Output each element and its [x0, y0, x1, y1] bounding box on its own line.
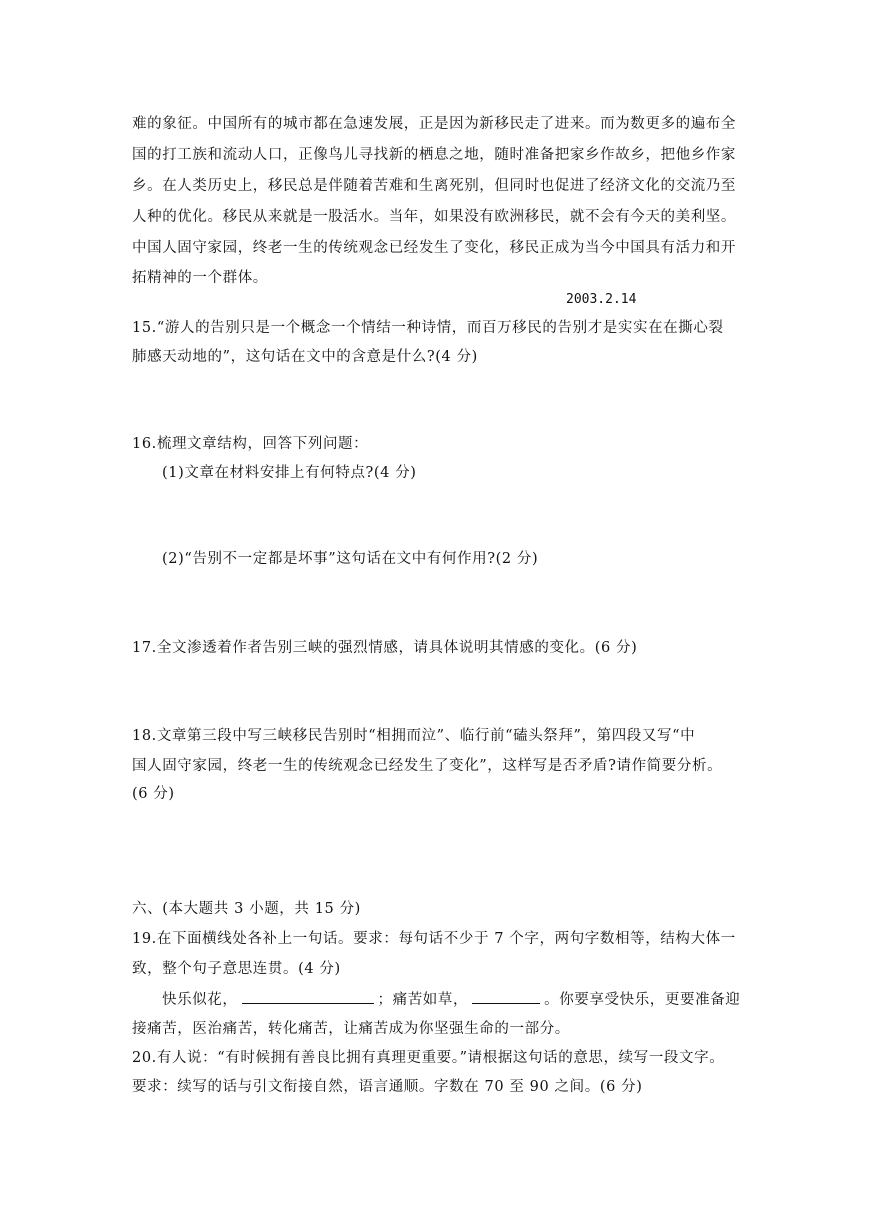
section-6-heading: 六、(本大题共 3 小题，共 15 分)	[132, 901, 361, 917]
question-19-sentence	[162, 989, 772, 1010]
question-18-line: (6 分)	[132, 786, 175, 802]
question-18-line: 18.文章第三段中写三峡移民告别时“相拥而泣”、临行前“磕头祭拜”，第四段又写“中	[132, 728, 696, 744]
question-19-continuation: 接痛苦，医治痛苦，转化痛苦，让痛苦成为你坚强生命的一部分。	[132, 1021, 570, 1037]
question-16: 16.梳理文章结构，回答下列问题：	[132, 436, 369, 452]
question-16-2: (2)“告别不一定都是坏事”这句话在文中有何作用?(2 分)	[162, 551, 539, 567]
sentence-part-3: 。你要享受快乐，更要准备迎	[544, 992, 741, 1008]
sentence-part-1: 快乐似花，	[162, 992, 238, 1008]
passage-line: 拓精神的一个群体。	[132, 270, 268, 286]
question-19-line: 致，整个句子意思连贯。(4 分)	[132, 961, 341, 977]
question-17: 17.全文渗透着作者告别三峡的强烈情感，请具体说明其情感的变化。(6 分)	[132, 640, 638, 656]
question-18-line: 国人固守家园，终老一生的传统观念已经发生了变化”，这样写是否矛盾?请作简要分析。	[132, 758, 723, 774]
answer-blank-2[interactable]	[472, 989, 540, 1004]
question-15-line: 15.“游人的告别只是一个概念一个情结一种诗情，而百万移民的告别才是实实在在撕心裂	[132, 320, 724, 336]
passage-line: 乡。在人类历史上，移民总是伴随着苦难和生离死别，但同时也促进了经济文化的交流乃至	[132, 178, 736, 194]
question-16-1: (1)文章在材料安排上有何特点?(4 分)	[162, 465, 417, 481]
sentence-part-2: ；痛苦如草，	[377, 992, 469, 1008]
answer-blank-1[interactable]	[242, 989, 374, 1004]
passage-line: 国的打工族和流动人口，正像鸟儿寻找新的栖息之地，随时准备把家乡作故乡，把他乡作家	[132, 147, 736, 163]
question-20-line: 20.有人说：“有时候拥有善良比拥有真理更重要。”请根据这句话的意思，续写一段文字。	[132, 1050, 725, 1066]
question-15-line: 肺感天动地的”，这句话在文中的含意是什么?(4 分)	[132, 349, 478, 365]
question-20-line: 要求：续写的话与引文衔接自然，语言通顺。字数在 70 至 90 之间。(6 分)	[132, 1079, 643, 1095]
passage-date: 2003.2.14	[566, 292, 637, 307]
passage-line: 人种的优化。移民从来就是一股活水。当年，如果没有欧洲移民，就不会有今天的美利坚。	[132, 209, 736, 225]
question-19-line: 19.在下面横线处各补上一句话。要求：每句话不少于 7 个字，两句字数相等，结构大体一	[132, 931, 736, 947]
passage-line: 中国人固守家园，终老一生的传统观念已经发生了变化，移民正成为当今中国具有活力和开	[132, 240, 736, 256]
passage-line: 难的象征。中国所有的城市都在急速发展，正是因为新移民走了进来。而为数更多的遍布全	[132, 116, 736, 132]
